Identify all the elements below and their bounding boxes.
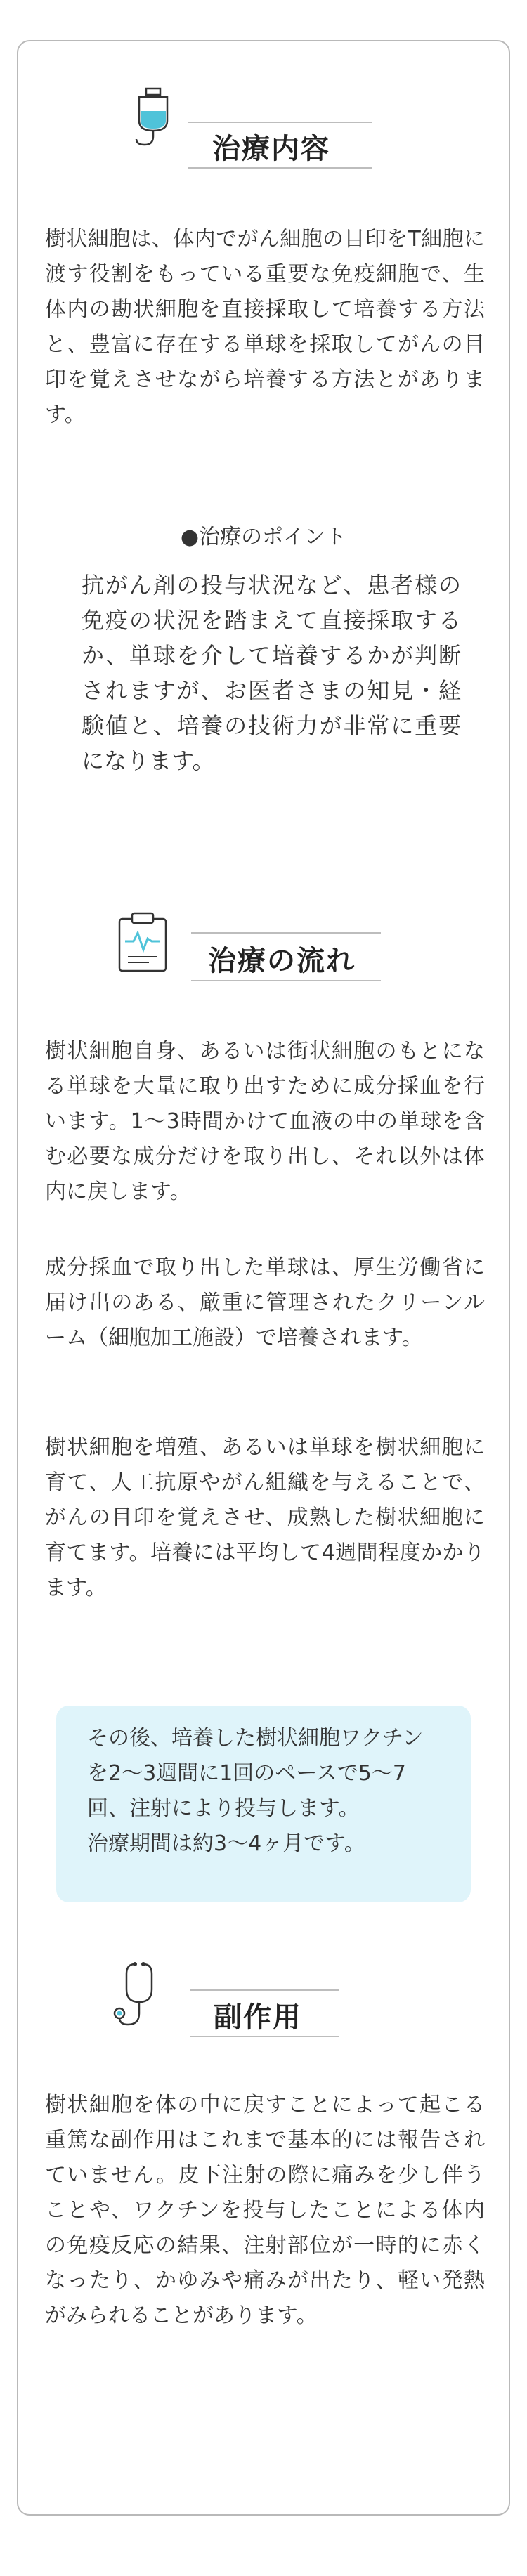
title-rule-top <box>188 122 372 123</box>
point-body: 抗がん剤の投与状況など、患者様の免疫の状況を踏まえて直接採取するか、単球を介して培養するかが判断されますが、お医者さまの知見・経験値と、培養の技術力が非常に重要になります。 <box>82 572 461 774</box>
title-rule-top <box>190 1989 339 1991</box>
section-title: 副作用 <box>214 2001 302 2034</box>
highlight-duration: 治療期間は約3～4ヶ月です。 <box>87 1831 365 1856</box>
flow-paragraph-1: 樹状細胞自身、あるいは街状細胞のもとになる単球を大量に取り出すために成分採血を行います。1～3時間かけて血液の中の単球を含む必要な成分だけを取り出し、それ以外は体内に戻します。 <box>45 1039 485 1204</box>
point-heading: ●治療のポイント <box>180 525 347 549</box>
title-rule-bottom <box>190 2036 339 2037</box>
side-effects-body: 樹状細胞を体の中に戻すことによって起こる重篤な副作用はこれまで基本的には報告されていません。皮下注射の際に痛みを少し伴うことや、ワクチンを投与したことによる体内の免疫反応の結果、注射部位が一時的に赤くなったり、かゆみや痛みが出たり、軽い発熱がみられることがあります。 <box>45 2093 485 2328</box>
section-title: 治療の流れ <box>208 945 356 977</box>
section-title: 治療内容 <box>212 133 330 165</box>
title-rule-bottom <box>191 980 381 981</box>
flow-paragraph-2: 成分採血で取り出した単球は、厚生労働省に届け出のある、厳重に管理されたクリーンルーム（細胞加工施設）で培養されます。 <box>45 1255 485 1350</box>
highlight-text: その後、培養した樹状細胞ワクチンを2～3週間に1回のペースで5～7回、注射により投与します。 <box>87 1726 424 1821</box>
iv-drip-icon <box>128 87 178 148</box>
treatment-body: 樹状細胞は、体内でがん細胞の目印をT細胞に渡す役割をもっている重要な免疫細胞で、生体内の勘状細胞を直接採取して培養する方法と、豊富に存在する単球を採取してがんの目印を覚えさせながら培養する方法とがあります。 <box>45 227 485 427</box>
schedule-highlight-box <box>56 1706 471 1902</box>
clipboard-pulse-icon <box>117 912 169 974</box>
title-rule-top <box>191 932 381 934</box>
flow-paragraph-3: 樹状細胞を増殖、あるいは単球を樹状細胞に育て、人工抗原やがん組織を与えることで、がんの目印を覚えさせ、成熟した樹状細胞に育てます。培養には平均して4週間程度かかります。 <box>45 1435 485 1600</box>
stethoscope-icon <box>107 1959 171 2034</box>
title-rule-bottom <box>188 167 372 169</box>
